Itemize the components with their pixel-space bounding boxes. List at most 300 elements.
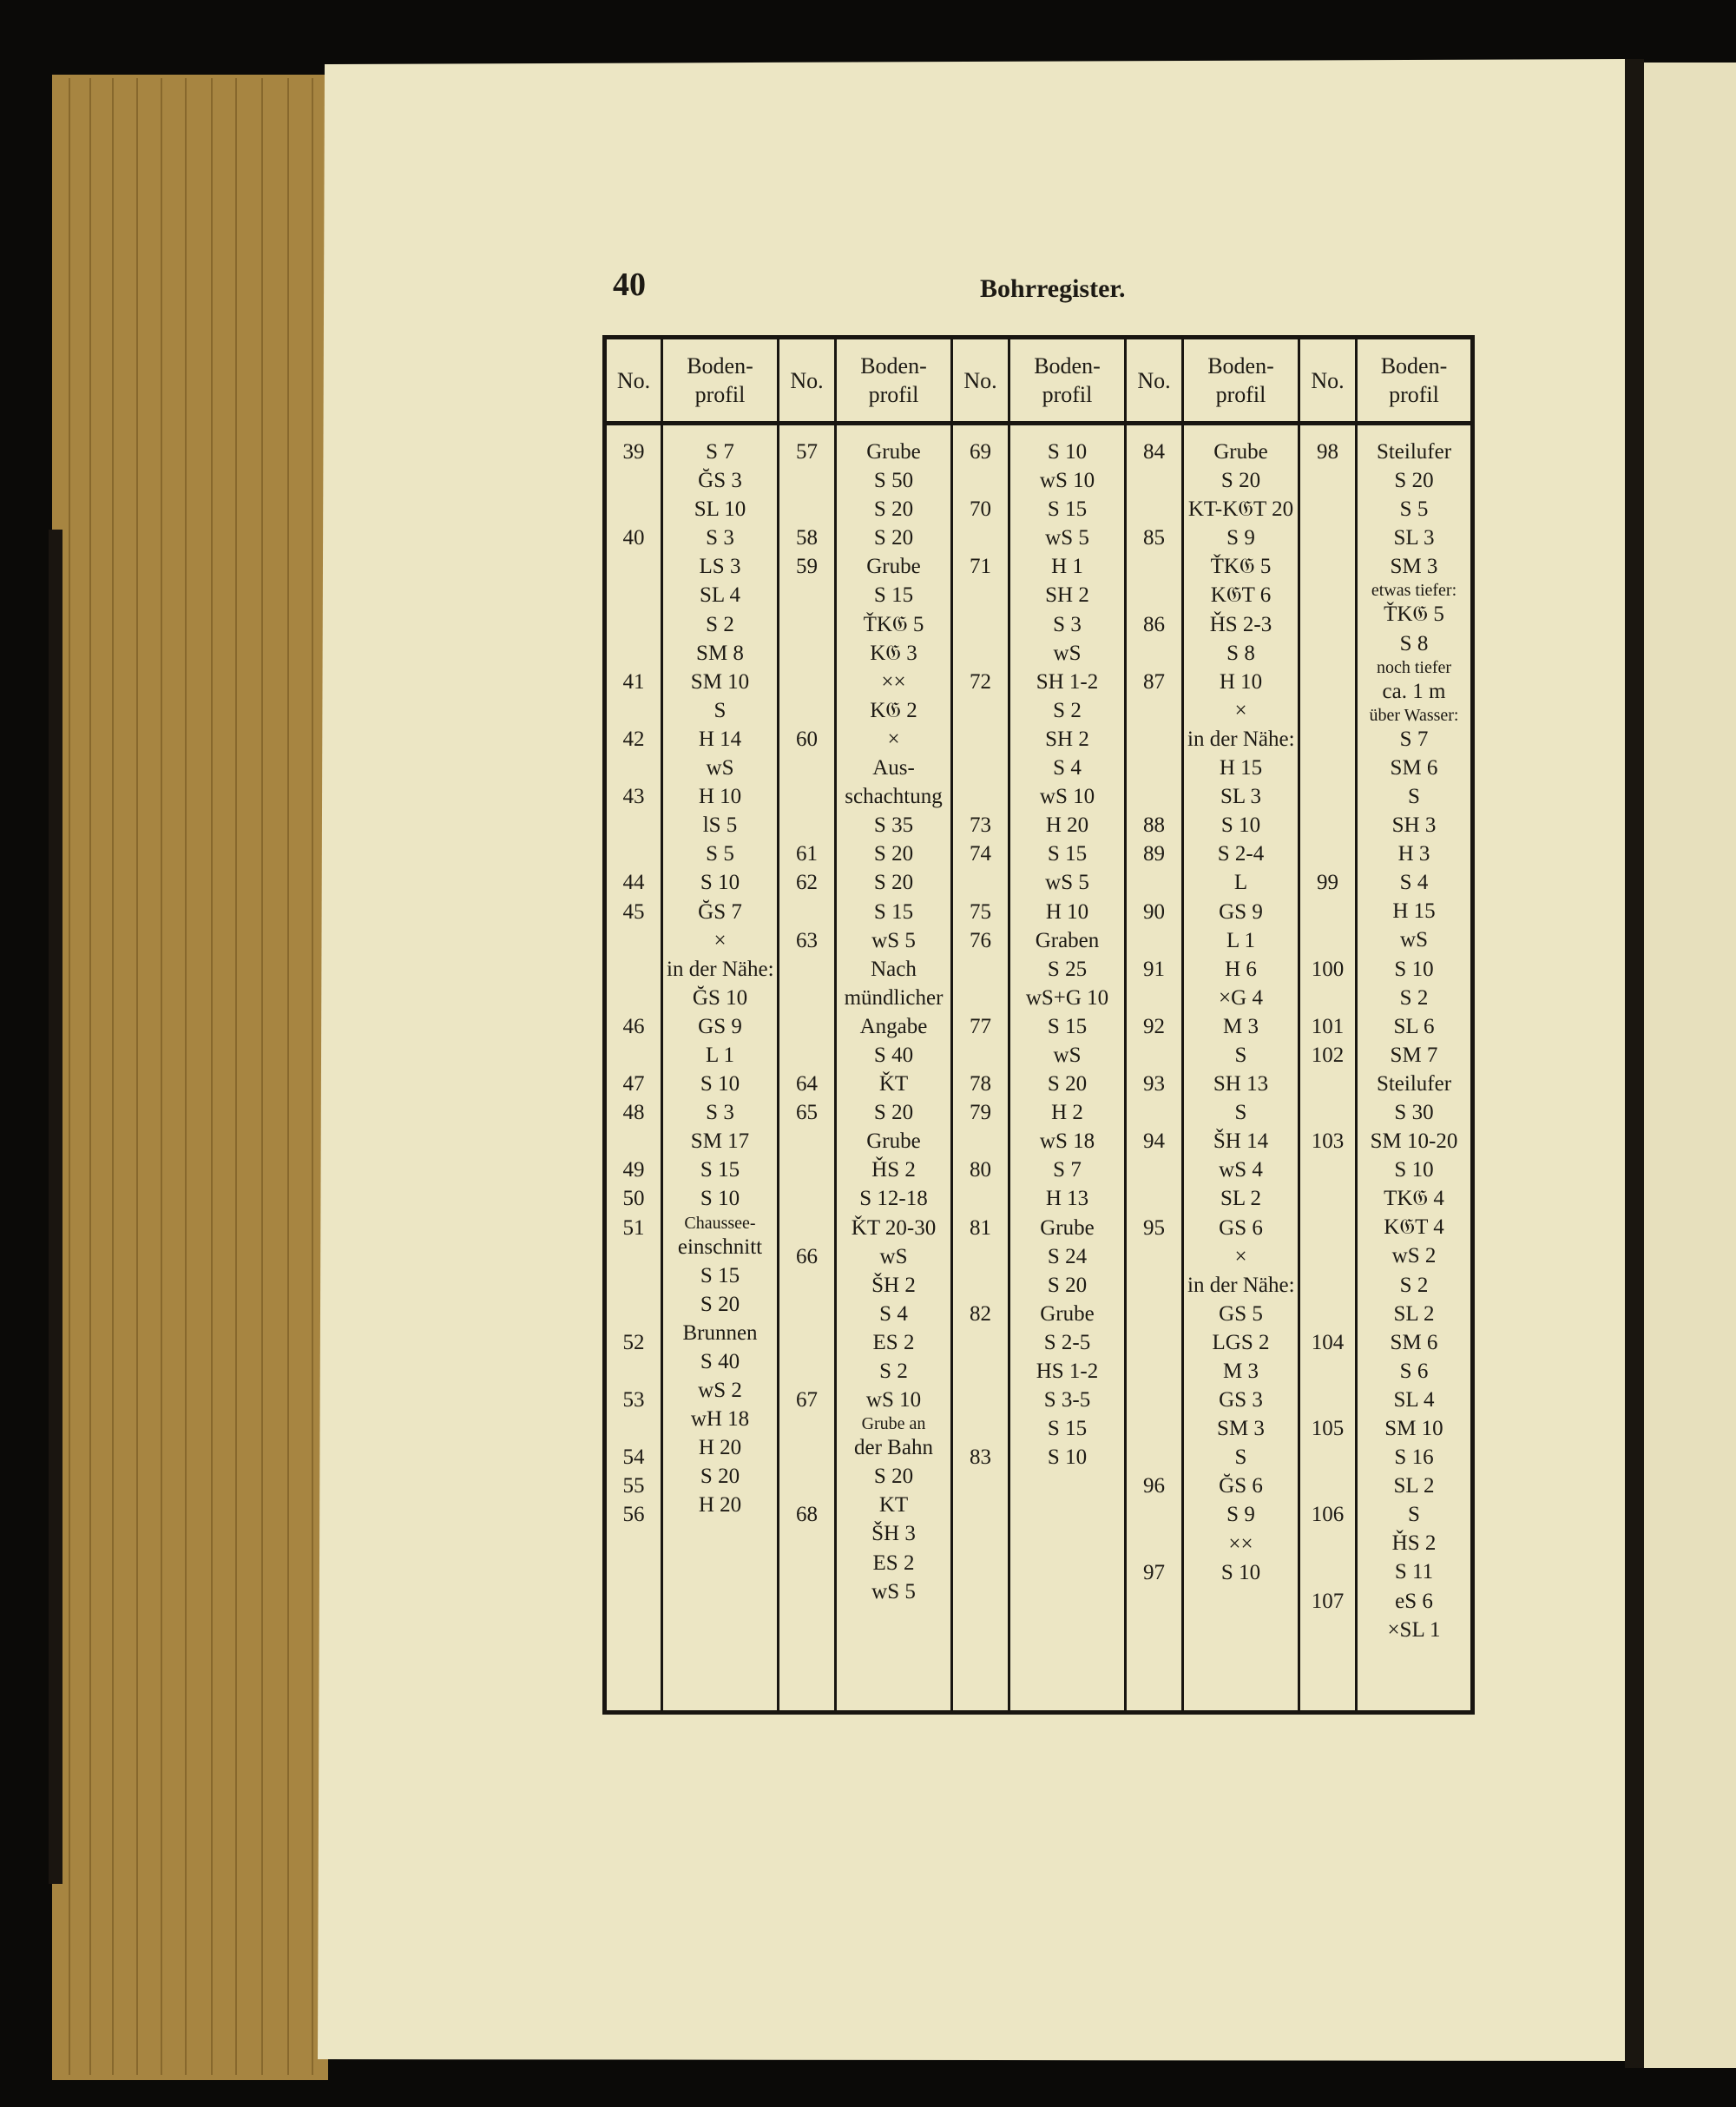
bore-number xyxy=(1304,1357,1351,1386)
bore-number: 91 xyxy=(1143,957,1165,981)
profile-entry: Grube xyxy=(866,1129,921,1154)
bore-number xyxy=(957,1041,1004,1070)
bore-number xyxy=(1304,1300,1351,1328)
bore-number xyxy=(1130,696,1178,725)
profile-entry: S 12-18 xyxy=(859,1187,928,1211)
profile-entry: Grube an xyxy=(861,1414,926,1434)
profile-entry: ES 2 xyxy=(872,1551,915,1575)
header-profile: Boden- profil xyxy=(836,338,952,424)
bore-number: 78 xyxy=(970,1072,991,1096)
bore-number xyxy=(1130,639,1178,668)
profile-entry: Grube xyxy=(1040,1301,1095,1326)
bore-number xyxy=(1304,898,1351,926)
profile-entry: SL 3 xyxy=(1220,785,1261,809)
profile-entry: K𝔊T 6 xyxy=(1210,583,1272,608)
profile-entry: TK𝔊 4 xyxy=(1384,1187,1444,1211)
profile-entry: schachtung xyxy=(845,785,943,809)
bore-number xyxy=(783,1558,831,1587)
profile-entry: LGS 2 xyxy=(1212,1330,1270,1354)
bore-number: 68 xyxy=(796,1503,818,1527)
bore-number: 82 xyxy=(970,1301,991,1326)
profile-entry: M 3 xyxy=(1223,1360,1259,1383)
profile-entry: SL 3 xyxy=(1393,526,1435,550)
bore-number xyxy=(1304,1673,1351,1702)
profile-entry: H 14 xyxy=(698,727,742,751)
profile-entry: Grube xyxy=(866,555,921,579)
header-no: No. xyxy=(779,338,836,424)
bore-number: 79 xyxy=(970,1101,991,1125)
bore-number xyxy=(957,725,1004,754)
bore-number xyxy=(783,984,831,1012)
profile-entry: noch tiefer xyxy=(1376,657,1452,677)
bore-number xyxy=(783,1127,831,1156)
profile-entry: M 3 xyxy=(1223,1014,1259,1038)
bore-number xyxy=(957,466,1004,495)
bore-number xyxy=(1130,782,1178,811)
profile-entry: SM 10 xyxy=(690,669,750,694)
profile-entry: S 7 xyxy=(1053,1158,1082,1182)
profile-entry: ŠH 3 xyxy=(871,1522,916,1546)
profile-entry: × xyxy=(887,727,900,751)
bore-number xyxy=(783,696,831,725)
profile-entry: S 15 xyxy=(873,583,914,608)
profile-entry: ŤK𝔊 5 xyxy=(1384,602,1444,627)
bore-number: 83 xyxy=(970,1445,991,1470)
profile-entry: S xyxy=(1234,1101,1247,1125)
profile-entry: S 20 xyxy=(873,497,914,522)
profile-entry: eS 6 xyxy=(1395,1589,1433,1613)
bore-number xyxy=(1304,610,1351,639)
bore-number: 84 xyxy=(1143,440,1165,464)
bore-number xyxy=(1130,552,1178,581)
bore-number: 52 xyxy=(622,1330,645,1354)
profile-entry: ǨT 20-30 xyxy=(851,1215,937,1240)
profile-entry: S 2 xyxy=(1399,985,1429,1010)
body-row xyxy=(605,424,1473,1713)
bore-number xyxy=(1130,1357,1178,1386)
profile-entry: S 5 xyxy=(1399,497,1429,522)
header-no: No. xyxy=(605,338,662,424)
bore-number xyxy=(783,1300,831,1328)
bore-number: 48 xyxy=(622,1101,645,1125)
profile-entry: H 20 xyxy=(698,1436,742,1460)
profile-entry: SH 2 xyxy=(1045,727,1089,751)
profile-entry: GS 9 xyxy=(1219,899,1263,924)
number-column xyxy=(605,424,662,1713)
profile-entry: ×× xyxy=(881,669,906,694)
bore-number xyxy=(1304,1443,1351,1472)
bore-number xyxy=(783,1357,831,1386)
bore-number xyxy=(783,1472,831,1500)
profile-entry: L xyxy=(1233,871,1248,895)
bore-number xyxy=(610,696,657,725)
profile-entry: HS 1-2 xyxy=(1036,1360,1099,1383)
header-profile: Boden- profil xyxy=(1357,338,1473,424)
bore-number xyxy=(783,668,831,696)
bore-number xyxy=(783,1530,831,1558)
profile-entry: S 15 xyxy=(700,1158,740,1182)
bore-number xyxy=(610,1271,657,1300)
profile-entry: ǨT xyxy=(878,1072,909,1096)
bore-number xyxy=(1130,1500,1178,1529)
profile-entry: S 10 xyxy=(1394,1158,1434,1182)
bore-number: 44 xyxy=(622,871,645,895)
profile-entry: S 9 xyxy=(1226,526,1255,550)
profile-entry: KT-K𝔊T 20 xyxy=(1187,497,1294,522)
bore-number xyxy=(610,955,657,984)
profile-entry: wS 10 xyxy=(865,1388,922,1412)
profile-entry: H 2 xyxy=(1051,1101,1083,1125)
profile-entry: wS 2 xyxy=(1391,1244,1437,1268)
bore-number: 47 xyxy=(622,1072,645,1096)
bore-number xyxy=(783,955,831,984)
profile-entry: Grube xyxy=(866,440,921,464)
bore-number xyxy=(783,1156,831,1184)
profile-entry: S 16 xyxy=(1394,1445,1434,1470)
profile-column xyxy=(662,424,779,1713)
profile-entry: ȞS 2-3 xyxy=(1209,612,1272,636)
profile-entry: S 20 xyxy=(873,526,914,550)
page xyxy=(323,64,1625,2061)
profile-entry: S xyxy=(1408,1503,1420,1527)
profile-entry: S 20 xyxy=(873,842,914,866)
bore-number xyxy=(783,610,831,639)
profile-entry: K𝔊 3 xyxy=(870,641,917,665)
profile-entry: ŠH 2 xyxy=(871,1273,916,1297)
profile-entry: ȞS 2 xyxy=(1391,1531,1437,1556)
bore-number xyxy=(1304,984,1351,1012)
bore-number xyxy=(1304,581,1351,609)
profile-entry: Nach xyxy=(871,957,917,981)
bore-number xyxy=(1130,754,1178,782)
borehole-register-table xyxy=(602,335,1475,1715)
profile-entry: SL 2 xyxy=(1393,1301,1435,1326)
page-header xyxy=(323,266,1625,318)
profile-entry: wS 18 xyxy=(1039,1129,1095,1154)
bore-number xyxy=(1304,1070,1351,1098)
bore-number xyxy=(1304,466,1351,495)
profile-entry: wS 10 xyxy=(1039,785,1095,809)
profile-entry: ĞS 6 xyxy=(1219,1474,1263,1498)
bore-number: 92 xyxy=(1143,1014,1165,1038)
profile-entry: S 10 xyxy=(1220,813,1261,838)
bore-number xyxy=(957,984,1004,1012)
profile-entry: SL 10 xyxy=(694,497,746,522)
profile-entry: wS 5 xyxy=(871,928,916,952)
profile-entry: Grube xyxy=(1040,1215,1095,1240)
page-number: 40 xyxy=(613,267,646,303)
profile-entry: GS 6 xyxy=(1219,1215,1263,1240)
number-column xyxy=(1299,424,1357,1713)
bore-number xyxy=(957,581,1004,609)
bore-number: 62 xyxy=(796,871,818,895)
header-profile: Boden- profil xyxy=(1009,338,1126,424)
profile-entry: S 20 xyxy=(1220,469,1261,493)
profile-entry: Steilufer xyxy=(1376,440,1452,464)
profile-entry: in der Nähe: xyxy=(1187,727,1295,751)
bore-number xyxy=(957,1328,1004,1357)
profile-entry: GS 9 xyxy=(698,1014,742,1038)
bore-number xyxy=(1130,725,1178,754)
bore-number xyxy=(610,1300,657,1328)
profile-entry: ŠH 14 xyxy=(1213,1129,1269,1154)
bore-number xyxy=(783,1012,831,1041)
bore-number xyxy=(1304,696,1351,725)
bore-number: 85 xyxy=(1143,526,1165,550)
bore-number xyxy=(610,1414,657,1443)
bore-number: 94 xyxy=(1143,1129,1165,1154)
running-title: Bohrregister. xyxy=(980,274,1126,303)
bore-number: 87 xyxy=(1143,669,1165,694)
bore-number: 55 xyxy=(622,1474,645,1498)
bore-number: 56 xyxy=(622,1503,645,1527)
profile-entry: SM 3 xyxy=(1217,1417,1265,1441)
bore-number xyxy=(1130,581,1178,609)
bore-number: 75 xyxy=(970,899,991,924)
bore-number xyxy=(1304,1214,1351,1242)
profile-entry: SL 2 xyxy=(1220,1187,1261,1211)
profile-entry: ×SL 1 xyxy=(1387,1617,1441,1642)
profile-entry: S 20 xyxy=(873,1465,914,1489)
profile-entry: S 2 xyxy=(879,1360,908,1383)
profile-entry: etwas tiefer: xyxy=(1371,581,1457,601)
profile-column xyxy=(1357,424,1473,1713)
bore-number xyxy=(957,1271,1004,1300)
profile-entry: S 30 xyxy=(1394,1100,1434,1124)
bore-number xyxy=(610,495,657,523)
bore-number xyxy=(1304,725,1351,754)
profile-entry: GS 5 xyxy=(1219,1301,1263,1326)
profile-entry: S 15 xyxy=(1047,1417,1088,1441)
profile-entry: × xyxy=(1234,1244,1247,1268)
profile-entry: in der Nähe: xyxy=(667,957,774,981)
profile-entry: H 15 xyxy=(1392,899,1436,924)
bore-number: 74 xyxy=(970,842,991,866)
bore-number xyxy=(610,466,657,495)
profile-entry: L 1 xyxy=(1226,928,1256,952)
bore-number xyxy=(1304,552,1351,581)
bore-number: 98 xyxy=(1317,440,1338,464)
profile-entry: S 4 xyxy=(1053,756,1082,780)
bore-number xyxy=(1130,1386,1178,1414)
bore-number: 70 xyxy=(970,497,991,522)
profile-entry: wS xyxy=(879,1244,908,1268)
profile-entry: S 10 xyxy=(700,871,740,895)
bore-number xyxy=(610,984,657,1012)
bore-number: 106 xyxy=(1311,1503,1345,1527)
profile-entry: SL 4 xyxy=(700,583,740,608)
bore-number xyxy=(1304,782,1351,811)
bore-number: 57 xyxy=(796,440,818,464)
profile-entry: S 20 xyxy=(873,1101,914,1125)
bore-number xyxy=(1130,1271,1178,1300)
profile-entry: Brunnen xyxy=(682,1320,758,1345)
bore-number xyxy=(610,552,657,581)
bore-number: 104 xyxy=(1311,1330,1345,1354)
profile-entry: SH 3 xyxy=(1391,813,1437,838)
profile-entry: ca. 1 m xyxy=(1382,679,1446,703)
bore-number xyxy=(957,610,1004,639)
profile-entry: ×× xyxy=(1228,1531,1253,1556)
bore-number xyxy=(1304,811,1351,840)
profile-entry: ĞS 3 xyxy=(698,469,742,493)
profile-entry: H 10 xyxy=(1045,899,1089,924)
bore-number xyxy=(1130,1300,1178,1328)
bore-number: 101 xyxy=(1311,1014,1345,1038)
profile-entry: ȞS 2 xyxy=(871,1158,916,1182)
profile-entry: S 40 xyxy=(700,1349,740,1373)
bore-number: 99 xyxy=(1317,871,1338,895)
profile-entry: S 20 xyxy=(873,871,914,895)
profile-entry: S xyxy=(713,698,727,722)
bore-number xyxy=(610,754,657,782)
profile-entry: Chaussee- xyxy=(684,1213,756,1233)
bore-number xyxy=(783,1271,831,1300)
header-row xyxy=(605,338,1473,424)
bore-number xyxy=(610,1357,657,1386)
profile-entry: S 40 xyxy=(873,1043,914,1067)
profile-entry: S 3-5 xyxy=(1043,1388,1091,1412)
profile-entry: S 7 xyxy=(1399,727,1429,751)
bore-number xyxy=(1304,926,1351,955)
bore-number xyxy=(1304,1530,1351,1558)
profile-entry: lS 5 xyxy=(702,813,738,838)
bore-number xyxy=(783,1214,831,1242)
bore-number xyxy=(1304,754,1351,782)
profile-entry: S 20 xyxy=(1394,469,1434,493)
profile-entry: ĞS 10 xyxy=(692,985,748,1010)
bore-number xyxy=(783,581,831,609)
bore-number xyxy=(1304,668,1351,696)
bore-number: 45 xyxy=(622,899,645,924)
bore-number: 81 xyxy=(970,1215,991,1240)
profile-entry: S 20 xyxy=(1047,1273,1088,1297)
profile-entry: H 3 xyxy=(1397,842,1430,866)
bore-number xyxy=(783,1184,831,1213)
bore-number: 46 xyxy=(622,1014,645,1038)
bore-number: 102 xyxy=(1311,1043,1345,1067)
bore-number xyxy=(783,782,831,811)
profile-entry: wH 18 xyxy=(690,1407,750,1432)
header-profile: Boden- profil xyxy=(1183,338,1299,424)
profile-entry: SL 6 xyxy=(1393,1014,1435,1038)
bore-number xyxy=(610,926,657,955)
bore-number xyxy=(1130,1184,1178,1213)
bore-number xyxy=(1304,1271,1351,1300)
bore-number xyxy=(610,639,657,668)
bore-number: 73 xyxy=(970,813,991,838)
bore-number xyxy=(1304,1472,1351,1500)
profile-entry: S 20 xyxy=(700,1465,740,1489)
profile-entry: S xyxy=(1408,784,1420,808)
profile-entry: S 10 xyxy=(1047,1445,1088,1470)
profile-entry: L 1 xyxy=(705,1043,735,1067)
profile-entry: ×G 4 xyxy=(1219,985,1263,1010)
bore-number: 107 xyxy=(1311,1589,1345,1613)
profile-entry: S 25 xyxy=(1047,957,1088,981)
bore-number xyxy=(1304,840,1351,868)
profile-entry: LS 3 xyxy=(699,555,741,579)
bore-number xyxy=(957,1414,1004,1443)
bore-number xyxy=(1130,495,1178,523)
profile-entry: H 10 xyxy=(698,785,742,809)
profile-entry: S 20 xyxy=(700,1292,740,1316)
profile-entry: der Bahn xyxy=(854,1436,933,1460)
profile-entry: in der Nähe: xyxy=(1187,1273,1295,1297)
profile-entry: wS xyxy=(1053,1043,1082,1067)
bore-number xyxy=(957,696,1004,725)
bore-number: 49 xyxy=(622,1158,645,1182)
bore-number xyxy=(957,868,1004,897)
profile-entry: S 10 xyxy=(700,1072,740,1096)
profile-entry: Steilufer xyxy=(1376,1071,1452,1096)
profile-entry: einschnitt xyxy=(677,1235,763,1259)
profile-entry: S 24 xyxy=(1047,1244,1088,1268)
profile-entry: SH 13 xyxy=(1213,1072,1269,1096)
profile-entry: H 1 xyxy=(1051,555,1083,579)
profile-entry: SM 6 xyxy=(1390,755,1438,780)
bore-number xyxy=(1130,1530,1178,1558)
bore-number: 90 xyxy=(1143,899,1165,924)
profile-entry: über Wasser: xyxy=(1369,705,1459,725)
profile-entry: wS 5 xyxy=(1045,526,1089,550)
bore-number xyxy=(957,955,1004,984)
bore-number xyxy=(957,1127,1004,1156)
profile-entry: wS 2 xyxy=(698,1379,742,1402)
profile-entry: S 3 xyxy=(706,526,734,550)
profile-entry: ŤK𝔊 5 xyxy=(863,612,924,636)
profile-entry: × xyxy=(1234,698,1247,722)
profile-entry: H 10 xyxy=(1219,669,1263,694)
bore-number xyxy=(610,1127,657,1156)
bore-number: 65 xyxy=(796,1101,818,1125)
bore-number xyxy=(610,811,657,840)
profile-column xyxy=(836,424,952,1713)
profile-entry: S 15 xyxy=(1047,842,1088,866)
bore-number xyxy=(783,1443,831,1472)
profile-entry: H 13 xyxy=(1045,1187,1089,1211)
profile-entry: wS xyxy=(706,756,734,780)
profile-entry: SM 17 xyxy=(690,1129,750,1154)
bore-number: 86 xyxy=(1143,612,1165,636)
profile-entry: Graben xyxy=(1035,928,1100,952)
profile-entry: S 50 xyxy=(873,469,914,493)
bore-number xyxy=(1130,466,1178,495)
bore-number xyxy=(783,811,831,840)
bore-number: 93 xyxy=(1143,1072,1165,1096)
profile-entry: S 2-4 xyxy=(1217,842,1265,866)
bore-number xyxy=(1304,1616,1351,1644)
bore-number xyxy=(1304,1184,1351,1213)
bore-number xyxy=(1304,1242,1351,1271)
profile-entry: S 15 xyxy=(873,899,914,924)
bore-number: 80 xyxy=(970,1158,991,1182)
profile-entry: Grube xyxy=(1213,440,1268,464)
profile-entry: SM 10-20 xyxy=(1370,1129,1458,1154)
bore-number xyxy=(1130,1156,1178,1184)
profile-entry: wS+G 10 xyxy=(1025,985,1109,1010)
bore-number: 88 xyxy=(1143,813,1165,838)
profile-entry: SM 10 xyxy=(1384,1417,1443,1440)
bore-number: 100 xyxy=(1311,957,1345,981)
bore-number xyxy=(1130,1242,1178,1271)
profile-entry: GS 3 xyxy=(1219,1388,1263,1412)
profile-entry: S 6 xyxy=(1399,1359,1429,1383)
bore-number: 42 xyxy=(622,727,645,751)
profile-entry: SH 1-2 xyxy=(1036,669,1099,694)
bore-number xyxy=(783,1041,831,1070)
profile-entry: wS 5 xyxy=(1045,871,1089,895)
